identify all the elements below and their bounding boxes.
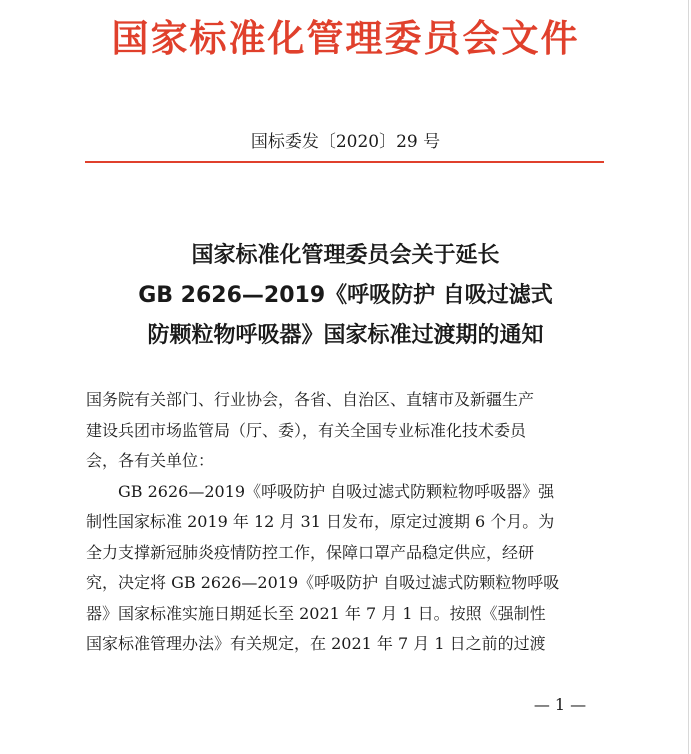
- body-line: GB 2626—2019《呼吸防护 自吸过滤式防颗粒物呼吸器》强: [86, 481, 555, 501]
- page-number: — 1 —: [533, 695, 587, 714]
- notice-body: [86, 385, 606, 660]
- notice-title: [0, 236, 691, 356]
- notice-title-line-2: GB 2626—2019《呼吸防护 自吸过滤式: [138, 283, 553, 308]
- document-number: 国标委发〔2020〕29 号: [250, 132, 441, 152]
- notice-title-line-1: 国家标准化管理委员会关于延长: [191, 243, 500, 268]
- body-line: 会，各有关单位：: [86, 451, 215, 470]
- page-edge-divider: [688, 0, 689, 754]
- body-line: 究，决定将 GB 2626—2019《呼吸防护 自吸过滤式防颗粒物呼吸: [86, 573, 560, 592]
- body-line: 全力支撑新冠肺炎疫情防控工作，保障口罩产品稳定供应，经研: [86, 542, 535, 562]
- body-line: 建设兵团市场监管局（厅、委），有关全国专业标准化技术委员: [86, 420, 527, 440]
- body-line: 制性国家标准 2019 年 12 月 31 日发布，原定过渡期 6 个月。为: [86, 512, 555, 531]
- body-line: 国务院有关部门、行业协会，各省、自治区、直辖市及新疆生产: [86, 390, 535, 409]
- document-header-title: 国家标准化管理委员会文件: [111, 17, 580, 60]
- body-line: 国家标准管理办法》有关规定，在 2021 年 7 月 1 日之前的过渡: [86, 634, 546, 653]
- body-line: 器》国家标准实施日期延长至 2021 年 7 月 1 日。按照《强制性: [86, 603, 546, 623]
- notice-title-line-3: 防颗粒物呼吸器》国家标准过渡期的通知: [147, 323, 544, 348]
- red-divider-line: [85, 161, 604, 163]
